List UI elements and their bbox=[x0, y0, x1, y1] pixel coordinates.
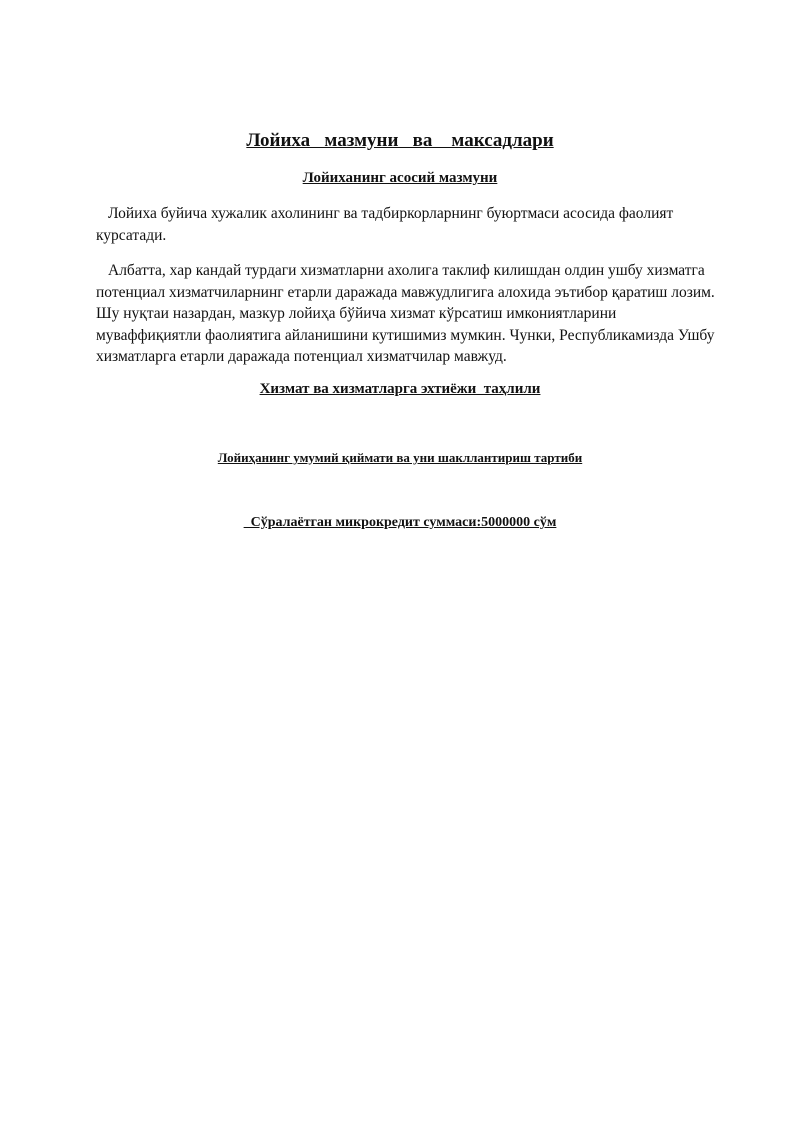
section-heading-main-content: Лойиханинг асосий мазмуни bbox=[302, 170, 498, 186]
section-heading-total-cost: Лойиҳанинг умумий қиймати ва уни шакллантириш тартиби bbox=[217, 450, 583, 465]
paragraph-potential-workers: Албатта, хар кандай турдаги хизматларни ахолига таклиф килишдан олдин ушбу хизматга потенциал хизматчиларнинг етарли даражада мавжудлигига алохида эътибор қаратиш лозим. Шу нуқтаи назардан, мазкур лойиҳа бўйича хизмат кўрсатиш имкониятларини муваффиқиятли фаолиятига айланишини кутишимиз мумкин. Чунки, Республикамизда Ушбу хизматларга етарли даражада потенциал хизматчилар мавжуд. bbox=[96, 262, 715, 365]
document-title: Лойиха мазмуни ва максадлари bbox=[246, 130, 554, 151]
paragraph-activity: Лойиха буйича хужалик ахолининг ва тадбиркорларнинг буюртмаси асосида фаолият курсатади. bbox=[96, 205, 674, 244]
section-heading-demand-analysis: Хизмат ва хизматларга эхтиёжи таҳлили bbox=[259, 381, 541, 397]
section-heading-microcredit-amount: Сўралаётган микрокредит суммаси:5000000 сўм bbox=[243, 515, 557, 530]
